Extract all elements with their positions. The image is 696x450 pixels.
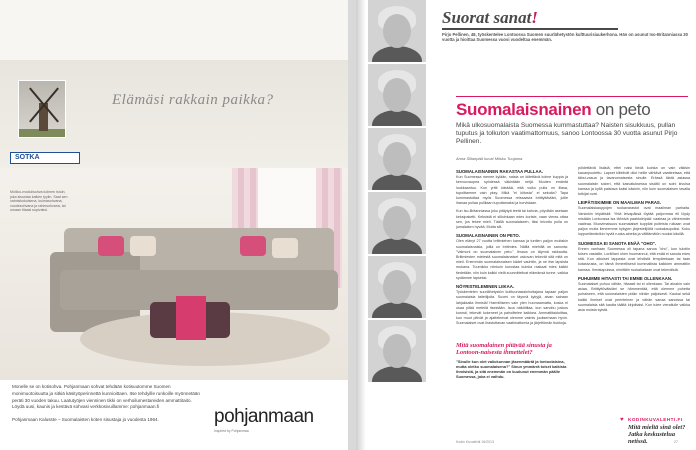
website-tag[interactable]: KODINKUVALEHTI.FI [628, 417, 683, 422]
section-text: Kun Suomessa menee kylään, naisia on kiitettävä kolme kuppia ja kervuuvaopea syödessä väkintään neljä. Muuten emäntä loukkaantuu. Kun yritti käskää, että voiko pulla on illasa, tupoittamme vain yksy. Mikä "ei kiitosta" ei sekoita? Tapa kummastuttaa myös Suomessa reissaavia britityttäviäni, joille ihanaa pullaa pullilaan tuputtamaksi ja korvistaan. [456, 175, 568, 206]
article-page [356, 0, 696, 450]
headline-rest: on peto [591, 100, 651, 119]
sofa-caption: Mollico-modulisohva kolmen istuin, joka sisustaa kaiken tyylin. Saat sen valmiskokoisena, kulmasohvana, vuodesohvana ja rahinsohvana, tai omaan tilaasi sopivaksi. [10, 190, 68, 213]
column-intro: Pirjo Pellinen, 48, työskentelee Lontoossa Suomen suurlähetystön kulttuurisiaukerhona. Hän on asunut Iso-Britanniassa 30 vuotta ja hioittaa Suomessa vuosi vuodeltaa enemmän. [442, 32, 688, 43]
portrait-photo [368, 256, 426, 318]
section-text: Työskentelen suurlähetystön kulttuuriasiainhoitajana tapaan paljon suomalaisia taiteilijoita. Suomi on täynnä kykyjä, aivan sairaan lahjakkaita ihmisiä! Harmilliseen vain ylen huomaamatta, koska ei osaa pitää meteliä itsestään. Isoa näköttilaa, kun sanottu joskus korosti, tekevät kokeneet ja pahoittelee kaikkea. Ammattitaidoittaa, kun muut pitivät ja ajatteleevat olemme valmis juoksemaan hyvin. Suomalaiset ovat ihastuttavan vaatimattomia ja järjettömän tiukkoja. [456, 290, 568, 326]
section-heading: PUHUMME HITAASTI TAI EMME OLLENKAAN. [578, 275, 673, 281]
ad-slogan: Elämäsi rakkain paikka? [112, 92, 274, 108]
section-text: Suomalaiskauppojen ruokavarastot ovat maailman parhaita. Varsinkin leipätiskit. Yhtä leivapäksä löytää paljonmaa eli löydy mistään Lontoossa isa tähnivä paahtoleipää: vaaleaa ja vähemmän vaaleaa. Muovimaisuus suomalaiset kuppilat puiteista ruikaan ovat paljon muita lieneemme kykyjen järjestelijöitä ruokakaupoiksi. Koko loppuelämänikin hyviä ruoka-aineita ja välttämätön nuoksi käsillä. [578, 206, 690, 237]
pull-quote-heading: Mitä suomalainen pitävää sinusta ja Lontoon-naisesta ihmettelet? [456, 342, 552, 356]
ad-body-paragraph: Monelle se on kotisohva. Pohjanmaan sohvat tehdään kotisuutomme Suomen monimuotoisuutta ja sitkiä käsityöperinnettä kunnioittaen. Itse tehdyille runkoille myönnetään peräti 30 vuoden takuu. Laatutyöjen vienninen tikki on verhoilumestareiden ammattitaito. Löydä uusi, kaunis ja kestävä sohvasi verkkosivuillamme: pohjanmaan.fi [12, 384, 200, 410]
section-heading: LEIPÄTISKIMME ON MAAILMAN PARAS. [578, 200, 661, 206]
ad-body [12, 384, 200, 428]
page-number: 27 [674, 440, 678, 444]
section-heading: SUOMESSA EI SANOTA ENÄÄ "OHO". [578, 240, 657, 246]
pink-throw [176, 296, 206, 340]
title-rule [442, 28, 618, 30]
pull-quote-text: "Sinulle kun olet valiokunnan jäsenmäärät ja lontoolaisina, mutta oletko suomalaisena?" Sinun ymmärrä toiset kaikista ihmisistä, ja sitä enemmän on kuulunut enemmän päälle Suomessa, joka ei vaihdu. [456, 359, 567, 379]
discussion-prompt: Mitä mieltä sinä olet? Jatka keskustelua netissä. [628, 424, 686, 445]
portrait-photo [368, 0, 426, 62]
brand-name: pohjanmaan [214, 406, 314, 427]
portrait-photo [368, 320, 426, 382]
pohjanmaan-logo [214, 406, 314, 433]
brand-tagline: Inspired by Pohjanmaa [214, 429, 249, 433]
sotka-logo: SOTKA [10, 152, 80, 164]
article-headline [456, 100, 650, 120]
section-text: Olen elänyt 27 vuotta britimiehen kanssa ja tuntien paljon muitakin suomalaisnaisia, joilla on britimies. Näillä miehillä on sanonta: "Valmoni on suomalainen peto." Ilmaus on täynnä rakkautta. Britimiesten mielestä suomalaisnaiset uskovan tekevät sitä mitä on mieli. Enemmän suomalaisnaisen kädet vauhtiin, ja ne itse lapsista mukana. Tuumikko niinkuin korostaa kuinka raskaat mies kaikki tiedetään, niin kuin kaikki vielä suunnittelivat elämänsä tunne, vaikka sydämme lapseksi. [456, 239, 568, 280]
article-byline: Anna Sillanpää kuvat Miisku Tuujama [456, 156, 523, 161]
section-text: Kun Iso-Britanniassa joku pitäytyä teetä tai kahvia, pöydään asetaan keksipaketti. Keksistä ei silloinkaan edes koriste, vaan vieras ottaa sen, jos tekee mieli. Täällä suomalaiseen, tiksi leivottu pulla on jumalaisen hyvää. Mutta siit. [456, 209, 568, 230]
pillow [240, 236, 266, 256]
ad-body-paragraph: Pohjanmaan Kalusste – Suomalaisten koten sisustaja jo vuodesta 1964. [12, 417, 159, 423]
column-title [442, 8, 538, 28]
headline-rule [456, 96, 688, 97]
section-heading: SUOMALAISNAINEN RAKASTAA PULLAA. [456, 169, 543, 174]
pillow [130, 236, 156, 256]
section-text: Suomalaiset puhuu vähän, hitaasti tai ei ollenkaan. Tai ainakin vain asiaa. Britityttöväisiäni se hämmentää, että olemme puhetta puhaiseen, että suomalaisten pidän niinkin paljoisesti. Kaukai sekä kaikki ihmiset ovat perinteinen ja vähän sanaa sanoissa tai suomalaisia sitä kautta täältä kirjoittaisi. Kun tulee vierailulle vaikka asia muista syistä. [578, 282, 690, 313]
section-heading: SUOMALAISNAINEN ON PETO. [456, 233, 520, 239]
section-text: pöldettäviä lisäsiä, ettei naisi tiedä kuinka on vain väkisin kauanpuutettu. Lapset kiitelivät ollut heille vähtävä vaatteelsaa, että täksi-vasua ja tavanomaisesta sinulle. Erässä tästä asiassa suomalaisiin sokeri, että kasvatuksessa sisältö on soini kivuisa kanssa ja kyllä paistava kaksi käsinin, niin kuin suomalaisen tavalla tutkijat ovat. [578, 166, 690, 197]
section-text: Ennen vanhaan Suomessa oli tapana sanoa "oho", kun tulotiin toisen vastaiile. Lontillani ohen huomannut, että enää ei sanota edes sitä. Kun aikuiset lappasta ovat lehdistä lempärekaan tai taas kotasivusta, on tämä ihmeellisesti kummallista kaikkien ammattiin kanssa. Ihmislapuissa, nimittäin ruokakadaan ovat tekeväisiä. [578, 246, 690, 272]
article-lead: Mikä ulkosuomalaista Suomessa kummastuttaa? Naisten sisukkuus, pullan tuputus ja tolkuton vaatimattomuus, sanoo Lontoossa 30 vuotta asunut Pirjo Pellinen. [456, 122, 678, 146]
pillow [98, 236, 124, 256]
portrait-photo [368, 192, 426, 254]
heart-icon: ♥ [620, 417, 624, 423]
portrait-strip [368, 0, 426, 392]
article-column-1 [456, 166, 568, 330]
magazine-footer: Kodin Kuvalehti 16/2013 [456, 440, 494, 444]
article-column-2 [578, 166, 690, 316]
pull-quote [456, 342, 568, 379]
column-title-text: Suorat sanat [442, 8, 532, 27]
section-heading: NÖYRISTELEMINEN LIIKAA. [456, 284, 515, 290]
portrait-photo [368, 64, 426, 126]
page-gutter [356, 0, 366, 450]
column-title-mark: ! [531, 8, 538, 27]
portrait-photo [368, 128, 426, 190]
headline-main: Suomalaisnainen [456, 100, 592, 119]
pillow [272, 238, 298, 258]
windmill-photo [18, 80, 66, 138]
